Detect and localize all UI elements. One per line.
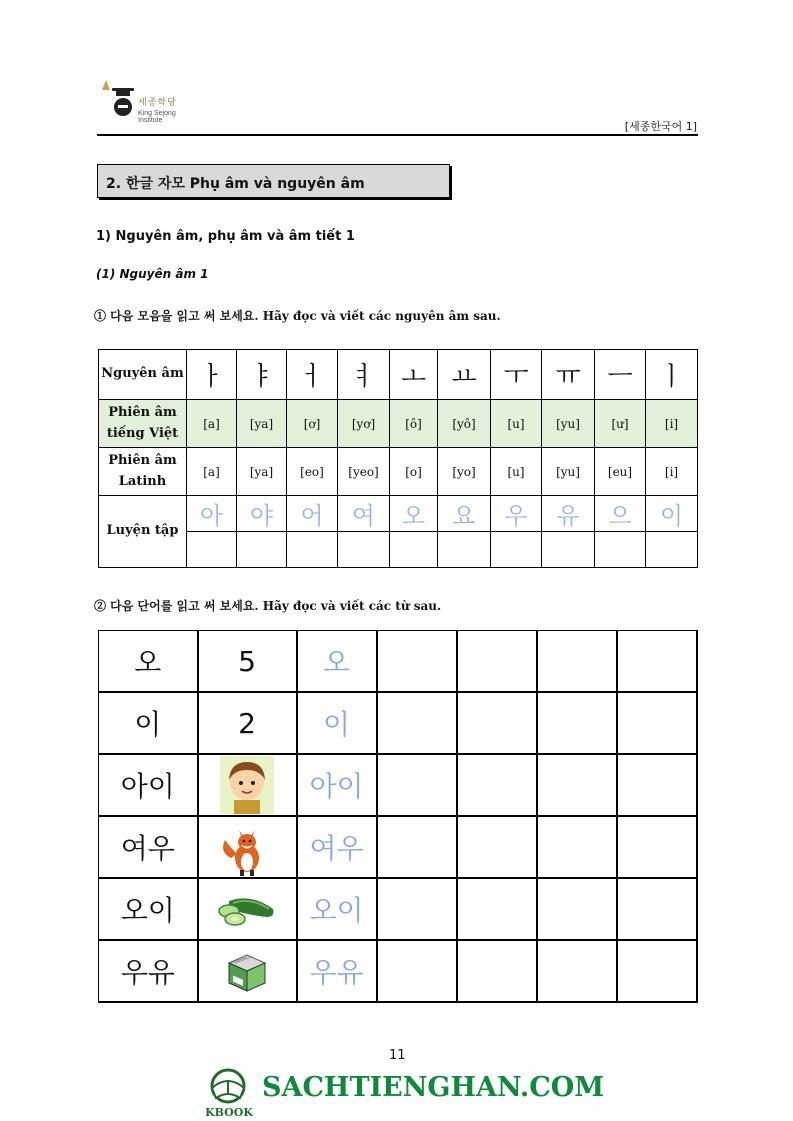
viet-cell: [ya] <box>237 400 287 448</box>
blank-writing-cell[interactable] <box>617 940 697 1002</box>
word-cell: 여우 <box>99 816 198 878</box>
trace-cell: 여 <box>338 496 390 532</box>
blank-writing-cell[interactable] <box>457 816 537 878</box>
word-table <box>98 630 698 1003</box>
child-icon <box>220 756 274 814</box>
blank-writing-cell[interactable] <box>457 878 537 940</box>
book-tag: [세종한국어 1] <box>624 120 697 133</box>
section-title-box <box>97 164 450 198</box>
vowel-cell: ㅣ <box>646 350 698 400</box>
word-cell: 오 <box>99 631 198 693</box>
viet-cell: [u] <box>491 400 542 448</box>
trace-cell: 아 <box>187 496 237 532</box>
latin-cell: [i] <box>646 448 698 496</box>
word-row <box>99 878 697 940</box>
latin-cell: [yeo] <box>338 448 390 496</box>
word-row <box>99 692 697 754</box>
trace-cell: 여우 <box>297 816 377 878</box>
vowel-cell: ㅓ <box>287 350 338 400</box>
latin-cell: [eo] <box>287 448 338 496</box>
latin-transcription-row <box>99 448 698 496</box>
blank-writing-cell[interactable] <box>338 532 390 568</box>
blank-writing-cell[interactable] <box>377 754 457 816</box>
blank-writing-cell[interactable] <box>377 692 457 754</box>
meaning-cell: 2 <box>198 692 297 754</box>
vietnamese-transcription-row <box>99 400 698 448</box>
viet-cell: [yu] <box>542 400 595 448</box>
latin-cell: [o] <box>390 448 438 496</box>
kbook-logo-icon <box>200 1064 258 1120</box>
trace-cell: 이 <box>646 496 698 532</box>
latin-cell: [a] <box>187 448 237 496</box>
row-label-latin: Phiên âm Latinh <box>99 448 187 496</box>
blank-writing-cell[interactable] <box>646 532 698 568</box>
blank-writing-cell[interactable] <box>537 754 617 816</box>
picture-cell <box>198 878 297 940</box>
trace-cell: 우유 <box>297 940 377 1002</box>
vowel-cell: ㅑ <box>237 350 287 400</box>
latin-cell: [yo] <box>438 448 491 496</box>
picture-cell <box>198 940 297 1002</box>
vowel-cell: ㅜ <box>491 350 542 400</box>
blank-writing-cell[interactable] <box>377 940 457 1002</box>
vowel-row <box>99 350 698 400</box>
practice-trace-row <box>99 496 698 532</box>
word-row <box>99 631 697 693</box>
blank-writing-cell[interactable] <box>617 692 697 754</box>
trace-cell: 요 <box>438 496 491 532</box>
vowel-cell: ㅏ <box>187 350 237 400</box>
row-label-practice: Luyện tập <box>99 496 187 568</box>
sub-sub-heading: (1) Nguyên âm 1 <box>96 267 209 281</box>
blank-writing-cell[interactable] <box>287 532 338 568</box>
cucumber-icon <box>217 887 277 931</box>
blank-writing-cell[interactable] <box>377 878 457 940</box>
blank-writing-cell[interactable] <box>595 532 646 568</box>
word-row <box>99 816 697 878</box>
blank-writing-cell[interactable] <box>457 631 537 693</box>
blank-writing-cell[interactable] <box>491 532 542 568</box>
logo-english-line-1: King Sejong <box>138 110 176 117</box>
trace-cell: 오 <box>297 631 377 693</box>
viet-cell: [ơ] <box>287 400 338 448</box>
word-cell: 아이 <box>99 754 198 816</box>
vowel-cell: ㅛ <box>438 350 491 400</box>
word-cell: 우유 <box>99 940 198 1002</box>
blank-writing-cell[interactable] <box>537 692 617 754</box>
vowel-cell: ㅡ <box>595 350 646 400</box>
word-row <box>99 940 697 1002</box>
fox-icon <box>217 818 277 876</box>
kbook-label: KBOOK <box>205 1106 253 1119</box>
trace-cell: 야 <box>237 496 287 532</box>
header-divider <box>97 134 698 136</box>
blank-writing-cell[interactable] <box>377 631 457 693</box>
trace-cell: 오 <box>390 496 438 532</box>
blank-writing-cell[interactable] <box>542 532 595 568</box>
blank-writing-cell[interactable] <box>617 754 697 816</box>
meaning-cell: 5 <box>198 631 297 693</box>
blank-writing-cell[interactable] <box>537 816 617 878</box>
site-name[interactable]: SACHTIENGHAN.COM <box>262 1072 605 1103</box>
vowel-cell: ㅠ <box>542 350 595 400</box>
sub-heading: 1) Nguyên âm, phụ âm và âm tiết 1 <box>96 229 355 244</box>
row-label-vowel: Nguyên âm <box>99 350 187 400</box>
blank-writing-cell[interactable] <box>457 692 537 754</box>
vowel-cell: ㅕ <box>338 350 390 400</box>
word-row <box>99 754 697 816</box>
page-number: 11 <box>389 1048 406 1063</box>
blank-writing-cell[interactable] <box>537 631 617 693</box>
trace-cell: 우 <box>491 496 542 532</box>
blank-writing-cell[interactable] <box>377 816 457 878</box>
king-sejong-logo-icon <box>98 80 134 120</box>
blank-writing-cell[interactable] <box>457 940 537 1002</box>
trace-cell: 어 <box>287 496 338 532</box>
viet-cell: [yơ] <box>338 400 390 448</box>
blank-writing-cell[interactable] <box>390 532 438 568</box>
picture-cell <box>198 754 297 816</box>
latin-cell: [ya] <box>237 448 287 496</box>
logo-text <box>138 98 177 124</box>
trace-cell: 이 <box>297 692 377 754</box>
blank-writing-cell[interactable] <box>617 631 697 693</box>
section-title: 2. 한글 자모 Phụ âm và nguyên âm <box>106 176 365 192</box>
viet-cell: [a] <box>187 400 237 448</box>
blank-writing-cell[interactable] <box>617 816 697 878</box>
trace-cell: 오이 <box>297 878 377 940</box>
latin-cell: [yu] <box>542 448 595 496</box>
blank-writing-cell[interactable] <box>457 754 537 816</box>
word-cell: 이 <box>99 692 198 754</box>
viet-cell: [ô] <box>390 400 438 448</box>
vowel-table <box>98 349 698 568</box>
logo-english-line-2: Institute <box>138 117 163 124</box>
latin-cell: [eu] <box>595 448 646 496</box>
row-label-vietnamese: Phiên âm tiếng Việt <box>99 400 187 448</box>
trace-cell: 아이 <box>297 754 377 816</box>
logo-korean-text: 세종학당 <box>138 97 177 107</box>
viet-cell: [ư] <box>595 400 646 448</box>
viet-cell: [i] <box>646 400 698 448</box>
latin-cell: [u] <box>491 448 542 496</box>
blank-writing-cell[interactable] <box>438 532 491 568</box>
instruction-words: ② 다음 단어를 읽고 써 보세요. Hãy đọc và viết các từ sau. <box>94 599 442 613</box>
trace-cell: 유 <box>542 496 595 532</box>
blank-writing-cell[interactable] <box>537 878 617 940</box>
blank-writing-cell[interactable] <box>617 878 697 940</box>
vowel-cell: ㅗ <box>390 350 438 400</box>
instruction-vowels: ① 다음 모음을 읽고 써 보세요. Hãy đọc và viết các nguyên âm sau. <box>94 309 501 323</box>
blank-writing-cell[interactable] <box>237 532 287 568</box>
practice-blank-row <box>99 532 698 568</box>
blank-writing-cell[interactable] <box>187 532 237 568</box>
viet-cell: [yô] <box>438 400 491 448</box>
trace-cell: 으 <box>595 496 646 532</box>
milk-carton-icon <box>223 949 271 993</box>
blank-writing-cell[interactable] <box>537 940 617 1002</box>
word-cell: 오이 <box>99 878 198 940</box>
picture-cell <box>198 816 297 878</box>
